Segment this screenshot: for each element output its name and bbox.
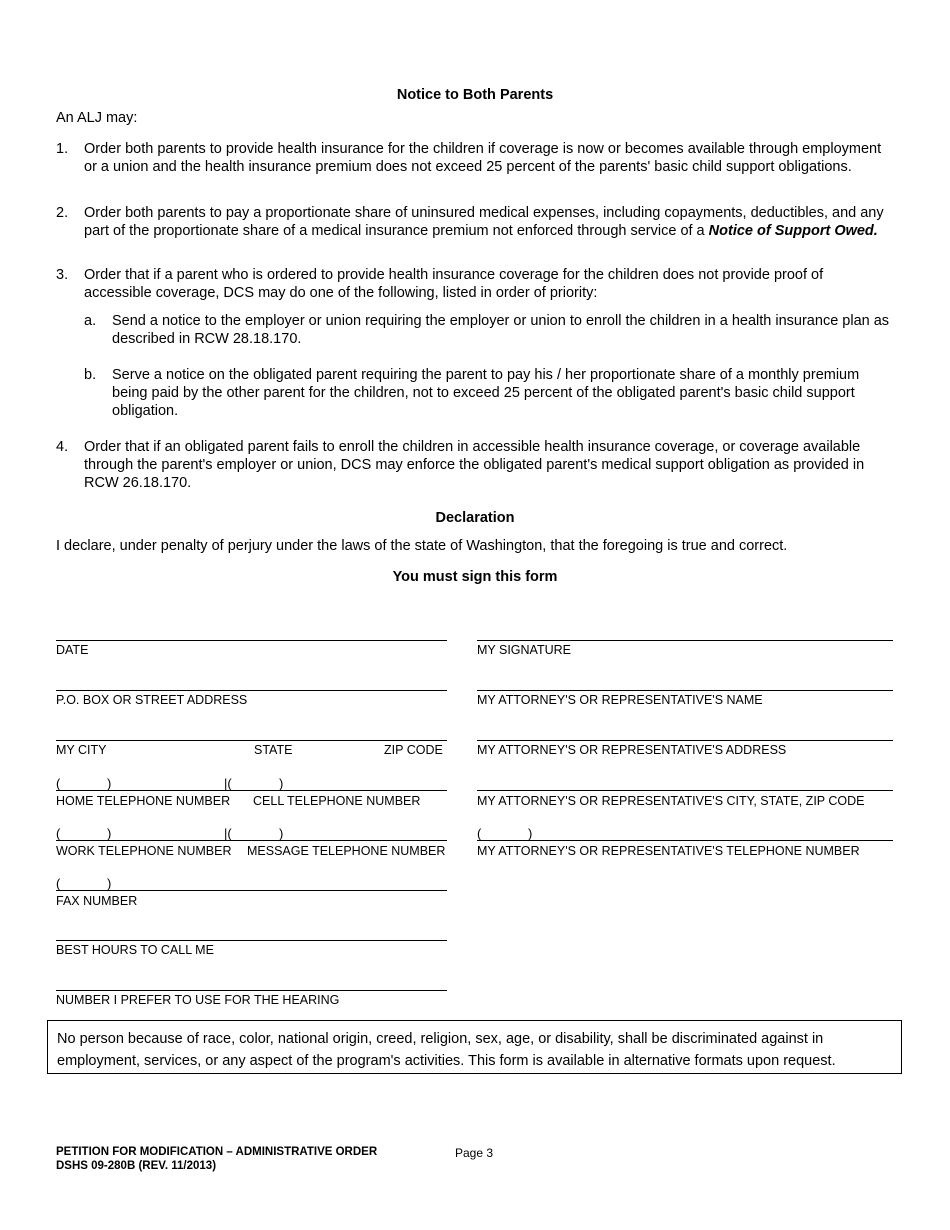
sign-prompt: You must sign this form [392, 569, 558, 585]
attorney-area-close: ) [528, 826, 533, 841]
subitem-a-number: a. [84, 313, 97, 329]
state-label: STATE [254, 743, 293, 757]
subitem-b-text: Serve a notice on the obligated parent requiring the parent to pay his / her proportionate share of a monthly premium being paid by the other parent for the children, not to exceed 25 percent of the obligated parent's basic child support obligation. [112, 367, 860, 419]
work-area-open: ( [56, 826, 61, 841]
declaration-title: Declaration [435, 510, 515, 526]
address-label: P.O. BOX OR STREET ADDRESS [56, 693, 248, 707]
footer-page-number: Page 3 [455, 1146, 494, 1160]
subitem-b-number: b. [84, 367, 97, 383]
date-label: DATE [56, 643, 89, 657]
message-area-open: |( [224, 826, 232, 841]
fax-area-open: ( [56, 876, 61, 891]
item-1-text: Order both parents to provide health insurance for the children if coverage is now or becomes available through employment or a union and the health insurance premium does not exceed 25 percent of the parents' basic child support obligations. [84, 141, 882, 175]
attorney-phone-field[interactable] [477, 840, 893, 841]
item-1-number: 1. [56, 141, 69, 157]
nondiscrimination-notice: No person because of race, color, national origin, creed, religion, sex, age, or disability, shall be discriminated against in employment, services, or any aspect of the program's activities. This form is available in alternative formats upon request. [47, 1020, 902, 1074]
preferred-number-field[interactable] [56, 990, 447, 991]
message-area-close: ) [279, 826, 284, 841]
address-field[interactable] [56, 690, 447, 691]
attorney-area-open: ( [477, 826, 482, 841]
attorney-address-field[interactable] [477, 740, 893, 741]
notice-title: Notice to Both Parents [396, 87, 554, 103]
signature-label: MY SIGNATURE [477, 643, 571, 657]
signature-field[interactable] [477, 640, 893, 641]
home-cell-phone-field[interactable] [56, 790, 447, 791]
declaration-text: I declare, under penalty of perjury under the laws of the state of Washington, that the foregoing is true and correct. [56, 538, 788, 554]
attorney-name-field[interactable] [477, 690, 893, 691]
home-area-open: ( [56, 776, 61, 791]
cell-area-open: |( [224, 776, 232, 791]
item-4-text: Order that if an obligated parent fails to enroll the children in accessible health insurance coverage, or coverage available through the parent's employer or union, DCS may enforce the obligated parent's medical support obligation as provided in RCW 26.18.170. [84, 439, 865, 491]
item-3-number: 3. [56, 267, 69, 283]
fax-area-close: ) [107, 876, 112, 891]
zip-label: ZIP CODE [384, 743, 443, 757]
notice-intro: An ALJ may: [56, 110, 138, 126]
home-area-close: ) [107, 776, 112, 791]
preferred-number-label: NUMBER I PREFER TO USE FOR THE HEARING [56, 993, 340, 1007]
item-2-text-main: Order both parents to pay a proportionate share of uninsured medical expenses, including copayments, deductibles, and any part of the proportionate share of a medical insurance premium not enforced through service of a [84, 205, 884, 239]
item-4-number: 4. [56, 439, 69, 455]
footer-form-number: DSHS 09-280B (REV. 11/2013) [56, 1160, 217, 1172]
fax-field[interactable] [56, 890, 447, 891]
date-field[interactable] [56, 640, 447, 641]
work-area-close: ) [107, 826, 112, 841]
cell-area-close: ) [279, 776, 284, 791]
subitem-a-text: Send a notice to the employer or union requiring the employer or union to enroll the children in a health insurance plan as described in RCW 28.18.170. [112, 313, 890, 347]
best-hours-field[interactable] [56, 940, 447, 941]
attorney-city-field[interactable] [477, 790, 893, 791]
attorney-address-label: MY ATTORNEY'S OR REPRESENTATIVE'S ADDRESS [477, 743, 787, 757]
item-2-text [84, 204, 896, 240]
city-label: MY CITY [56, 743, 107, 757]
attorney-city-label: MY ATTORNEY'S OR REPRESENTATIVE'S CITY, STATE, ZIP CODE [477, 794, 865, 808]
footer-form-title: PETITION FOR MODIFICATION – ADMINISTRATIVE ORDER [56, 1146, 378, 1158]
cell-phone-label: CELL TELEPHONE NUMBER [253, 794, 421, 808]
attorney-phone-label: MY ATTORNEY'S OR REPRESENTATIVE'S TELEPHONE NUMBER [477, 844, 860, 858]
home-phone-label: HOME TELEPHONE NUMBER [56, 794, 231, 808]
item-2-emphasis: Notice of Support Owed. [708, 223, 878, 239]
item-2-number: 2. [56, 205, 69, 221]
attorney-name-label: MY ATTORNEY'S OR REPRESENTATIVE'S NAME [477, 693, 763, 707]
fax-label: FAX NUMBER [56, 894, 138, 908]
work-phone-label: WORK TELEPHONE NUMBER [56, 844, 232, 858]
city-state-zip-field[interactable] [56, 740, 447, 741]
work-message-phone-field[interactable] [56, 840, 447, 841]
item-3-text: Order that if a parent who is ordered to provide health insurance coverage for the children does not provide proof of accessible coverage, DCS may do one of the following, listed in order of priority: [84, 267, 824, 301]
best-hours-label: BEST HOURS TO CALL ME [56, 943, 214, 957]
message-phone-label: MESSAGE TELEPHONE NUMBER [247, 844, 446, 858]
